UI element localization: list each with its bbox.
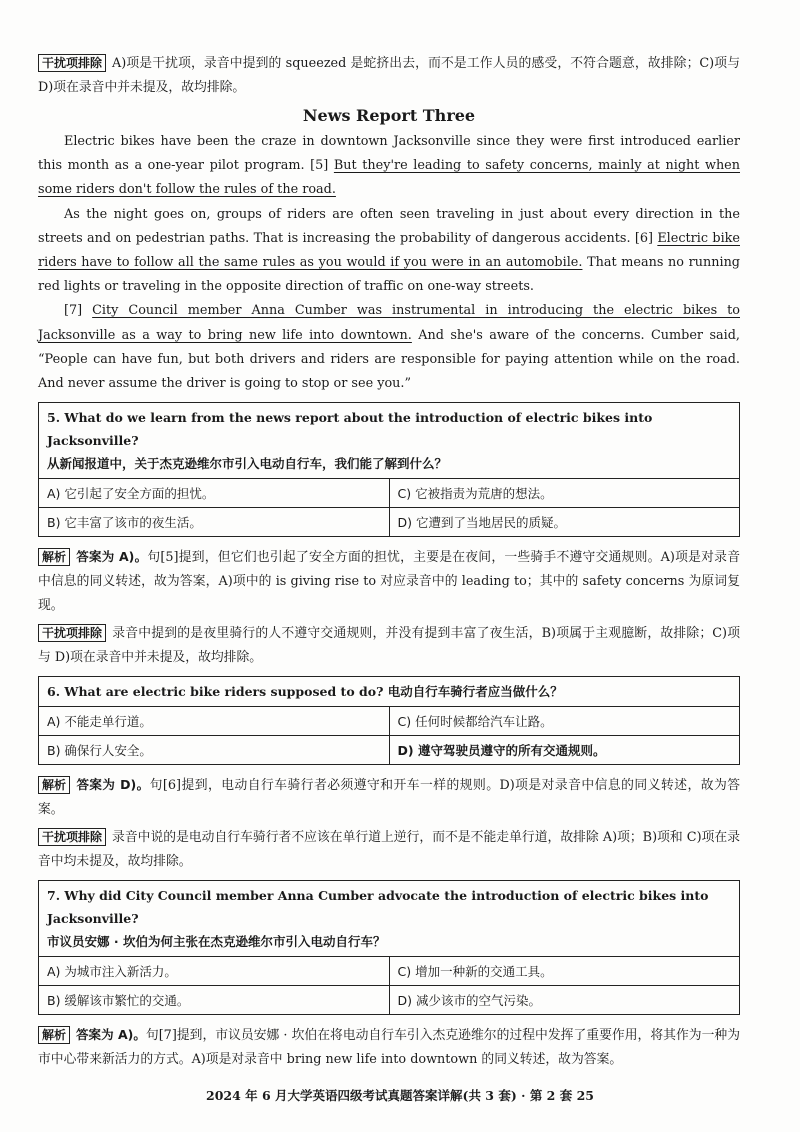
option-d: D) 它遭到了当地居民的质疑。: [389, 508, 740, 537]
report-text: As the night goes on, groups of riders are often seen traveling in just about every direction in the streets and on pedestrian paths. That is increasing the probability of dangerous accidents. [6]: [38, 206, 740, 246]
distractor-tag: 干扰项排除: [38, 828, 106, 846]
q5-distractor: [38, 622, 740, 670]
question-6-zh: 电动自行车骑行者应当做什么？: [387, 684, 563, 700]
q6-analysis: [38, 773, 740, 822]
question-7-en: 7. Why did City Council member Anna Cumber advocate the introduction of electric bikes into Jacksonville?: [47, 888, 709, 927]
distractor-text: 录音中说的是电动自行车骑行者不应该在单行道上逆行，而不是不能走单行道，故排除 A)项；B)项和 C)项在录音中均未提及，故均排除。: [38, 830, 740, 870]
report-text: [7]: [64, 303, 93, 319]
distractor-tag: 干扰项排除: [38, 624, 106, 642]
page-content: [38, 52, 740, 1072]
analysis-text: 句[6]提到，电动自行车骑行者必须遵守和开车一样的规则。D)项是对录音中信息的同义转述，故为答案。: [38, 778, 740, 818]
page-footer: 2024 年 6 月大学英语四级考试真题答案详解(共 3 套) · 第 2 套 25: [206, 1088, 594, 1103]
option-b: B) 确保行人安全。: [39, 736, 390, 765]
distractor-tag: 干扰项排除: [38, 54, 106, 72]
analysis-tag: 解析: [38, 548, 70, 566]
option-d: D) 减少该市的空气污染。: [389, 986, 740, 1015]
top-note-text: A)项是干扰项，录音中提到的 squeezed 是蛇挤出去，而不是工作人员的感受，不符合题意，故排除；C)项与 D)项在录音中并未提及，故均排除。: [38, 56, 740, 95]
report-title: News Report Three: [302, 106, 476, 125]
analysis-text: 句[5]提到，但它们也引起了安全方面的担忧，主要是在夜间，一些骑手不遵守交通规则。A)项是对录音中信息的同义转述，故为答案，A)项中的 is giving rise to 对应录音中的 leading to；其中的 safety concerns 为原词复现。: [38, 550, 740, 614]
report-paragraph-3: [38, 299, 740, 396]
option-c: C) 增加一种新的交通工具。: [389, 957, 740, 986]
question-5-en: 5. What do we learn from the news report about the introduction of electric bikes into Jacksonville?: [47, 410, 653, 449]
question-5-table: [38, 402, 740, 537]
report-text: Electric bikes have been the craze in downtown Jacksonville since they were first introduced earlier this month as a one-year pilot program. [5]: [38, 134, 740, 174]
option-a: A) 不能走单行道。: [39, 707, 390, 736]
option-c: C) 它被指责为荒唐的想法。: [389, 479, 740, 508]
news-report: [38, 130, 740, 396]
analysis-tag: 解析: [38, 1026, 70, 1044]
analysis-tag: 解析: [38, 776, 70, 794]
underlined-sentence-7: City Council member Anna Cumber was instrumental in introducing the electric bikes to Jacksonville as a way to bring new life into downtown.: [38, 303, 740, 343]
question-5-stem: [39, 403, 740, 479]
answer-text: 答案为 A)。: [76, 1027, 146, 1043]
question-6-en: 6. What are electric bike riders supposed to do?: [47, 684, 388, 700]
question-7-table: [38, 880, 740, 1015]
q6-distractor: [38, 826, 740, 874]
report-text: That means no running red lights or traveling in the opposite direction of traffic on one-way streets.: [38, 255, 740, 295]
q7-analysis: [38, 1023, 740, 1072]
answer-text: 答案为 D)。: [76, 777, 150, 793]
option-a: A) 为城市注入新活力。: [39, 957, 390, 986]
question-6-table: [38, 676, 740, 765]
question-5-zh: 从新闻报道中，关于杰克逊维尔市引入电动自行车，我们能了解到什么？: [47, 456, 448, 472]
question-7-zh: 市议员安娜 · 坎伯为何主张在杰克逊维尔市引入电动自行车？: [47, 934, 386, 950]
option-d: D) 遵守驾驶员遵守的所有交通规则。: [389, 736, 740, 765]
report-paragraph-1: [38, 130, 740, 203]
option-b: B) 它丰富了该市的夜生活。: [39, 508, 390, 537]
top-note: [38, 52, 740, 100]
option-b: B) 缓解该市繁忙的交通。: [39, 986, 390, 1015]
option-a: A) 它引起了安全方面的担忧。: [39, 479, 390, 508]
q5-analysis: [38, 545, 740, 618]
report-text: And she's aware of the concerns. Cumber said, “People can have fun, but both drivers and riders are responsible for paying attention while on the road. And never assume the driver is going to stop or see you.”: [38, 327, 740, 392]
question-7-stem: [39, 881, 740, 957]
report-paragraph-2: [38, 203, 740, 300]
answer-text: 答案为 A)。: [76, 549, 148, 565]
question-6-stem: [39, 677, 740, 707]
distractor-text: 录音中提到的是夜里骑行的人不遵守交通规则，并没有提到丰富了夜生活，B)项属于主观臆断，故排除；C)项与 D)项在录音中并未提及，故均排除。: [38, 626, 740, 666]
analysis-text: 句[7]提到，市议员安娜 · 坎伯在将电动自行车引入杰克逊维尔的过程中发挥了重要作用，将其作为一种为市中心带来新活力的方式。A)项是对录音中 bring new life into downtown 的同义转述，故为答案。: [38, 1028, 740, 1068]
underlined-sentence-6: Electric bike riders have to follow all the same rules as you would if you were in an automobile.: [38, 230, 740, 271]
underlined-sentence-5: But they're leading to safety concerns, mainly at night when some riders don't follow the rules of the road.: [38, 158, 740, 198]
option-c: C) 任何时候都给汽车让路。: [389, 707, 740, 736]
